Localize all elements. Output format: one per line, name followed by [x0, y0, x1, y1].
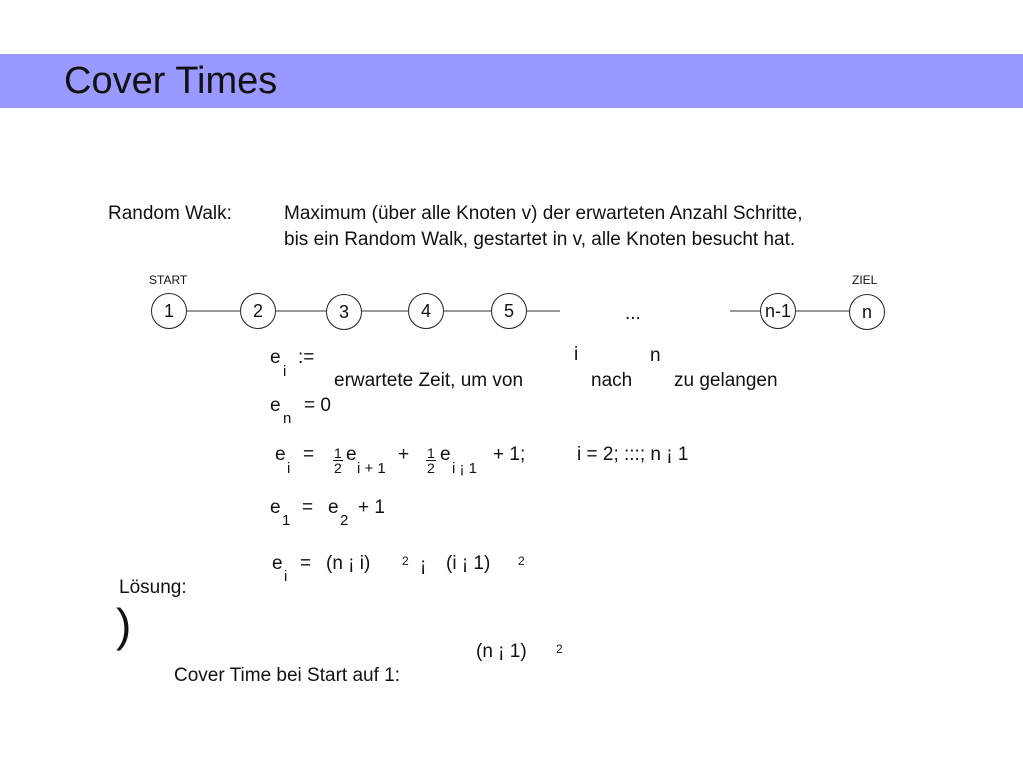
def-text-1: erwartete Zeit, um von	[334, 370, 524, 391]
sol-minus: ¡	[420, 555, 427, 576]
graph-ellipsis: ...	[625, 303, 641, 324]
def-e: e	[270, 347, 281, 368]
implies-symbol: )	[116, 599, 132, 651]
rec-sub: i	[287, 460, 291, 477]
cover-time-value: (n ¡ 1)	[476, 641, 527, 662]
rec-eq: =	[303, 444, 315, 465]
graph-node-3: 3	[326, 294, 362, 330]
def-e-sub: i	[283, 363, 287, 380]
en-sub: n	[283, 410, 292, 427]
graph-node-1: 1	[151, 293, 187, 329]
def-var-n: n	[650, 345, 661, 366]
rec-term1-sub: i + 1	[357, 460, 386, 477]
e1-lhs-e: e	[270, 497, 281, 518]
e1-rhs-sub: 2	[340, 512, 349, 529]
en-rhs: = 0	[304, 395, 331, 416]
definition-term: Random Walk:	[108, 203, 232, 224]
def-text-3: zu gelangen	[674, 370, 778, 391]
e1-plus: + 1	[358, 497, 385, 518]
graph-node-4: 4	[408, 293, 444, 329]
solution-label: Lösung:	[119, 577, 187, 598]
definition-line-1: Maximum (über alle Knoten v) der erwarteten Anzahl Schritte,	[284, 203, 803, 224]
graph-node-5: 5	[491, 293, 527, 329]
rec-fraction-2: $\frac{1}{2}$	[427, 445, 435, 476]
sol-sub: i	[284, 568, 288, 585]
rec-condition: i = 2; :::; n ¡ 1	[577, 444, 689, 465]
e1-rhs-e: e	[328, 497, 339, 518]
cover-time-exp: 2	[556, 642, 563, 656]
rec-plus-1: +	[398, 444, 410, 465]
def-var-i: i	[574, 344, 579, 365]
def-assign: :=	[298, 347, 315, 368]
e1-lhs-sub: 1	[282, 512, 291, 529]
rec-term2-e: e	[440, 444, 451, 465]
definition-line-2: bis ein Random Walk, gestartet in v, alle Knoten besucht hat.	[284, 229, 796, 250]
sol-e: e	[272, 553, 283, 574]
start-label: START	[149, 273, 188, 287]
graph-node-n-minus-1: n-1	[760, 293, 796, 329]
def-text-2: nach	[591, 370, 633, 391]
e1-eq: =	[302, 497, 314, 518]
sol-exp-1: 2	[402, 554, 409, 568]
rec-term2-sub: i ¡ 1	[452, 460, 478, 477]
rec-e: e	[275, 444, 286, 465]
sol-part-2: (i ¡ 1)	[446, 553, 491, 574]
sol-exp-2: 2	[518, 554, 525, 568]
graph-node-n: n	[849, 294, 885, 330]
sol-eq: =	[300, 553, 312, 574]
slide-title: Cover Times	[64, 60, 278, 102]
sol-part-1: (n ¡ i)	[326, 553, 371, 574]
graph-node-2: 2	[240, 293, 276, 329]
rec-term1-e: e	[346, 444, 357, 465]
rec-plus-2: + 1;	[493, 444, 526, 465]
cover-time-label: Cover Time bei Start auf 1:	[174, 665, 400, 686]
en-e: e	[270, 395, 281, 416]
rec-fraction-1: $\frac{1}{2}$	[334, 445, 342, 476]
end-label: ZIEL	[852, 273, 878, 287]
